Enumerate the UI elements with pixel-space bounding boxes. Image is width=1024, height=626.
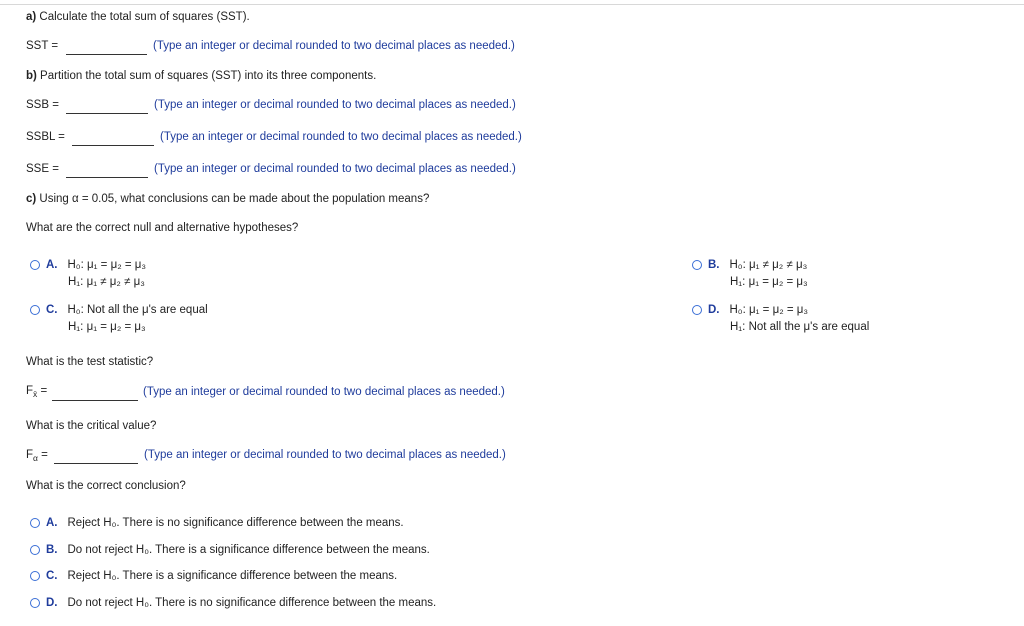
hypotheses-question: What are the correct null and alternative hypotheses? <box>26 222 299 234</box>
ssb-hint: (Type an integer or decimal rounded to two decimal places as needed.) <box>154 99 516 111</box>
critical-hint: (Type an integer or decimal rounded to two decimal places as needed.) <box>144 449 506 461</box>
option-letter: B. <box>46 544 58 556</box>
conclusion-option-c[interactable] <box>30 570 397 582</box>
critical-input[interactable] <box>54 449 138 464</box>
test-stat-question: What is the test statistic? <box>26 356 154 368</box>
test-stat-label <box>26 385 47 397</box>
option-letter: D. <box>708 304 720 316</box>
option-text: Reject H₀. There is a significance difference between the means. <box>67 570 398 582</box>
option-h1: H₁: Not all the μ's are equal <box>730 321 870 333</box>
option-h0: H₀: μ₁ ≠ μ₂ ≠ μ₃ <box>729 259 808 271</box>
critical-label <box>26 449 48 461</box>
conclusion-option-a[interactable] <box>30 517 404 529</box>
f-subscript: α <box>33 453 38 463</box>
part-c-heading <box>26 193 429 205</box>
ssb-label: SSB = <box>26 99 59 111</box>
radio-button[interactable] <box>692 305 702 315</box>
sse-hint: (Type an integer or decimal rounded to two decimal places as needed.) <box>154 163 516 175</box>
option-letter: A. <box>46 259 58 271</box>
sse-input[interactable] <box>66 163 148 178</box>
option-text: Do not reject H₀. There is a significance difference between the means. <box>67 544 430 556</box>
radio-button[interactable] <box>692 260 702 270</box>
option-letter: A. <box>46 517 58 529</box>
radio-button[interactable] <box>30 598 40 608</box>
option-letter: C. <box>46 304 58 316</box>
radio-button[interactable] <box>30 518 40 528</box>
option-letter: B. <box>708 259 720 271</box>
option-h1: H₁: μ₁ = μ₂ = μ₃ <box>68 321 146 333</box>
conclusion-option-b[interactable] <box>30 544 430 556</box>
test-stat-input[interactable] <box>52 386 138 401</box>
top-divider <box>0 4 1024 5</box>
sst-input[interactable] <box>66 40 147 55</box>
ssb-input[interactable] <box>66 99 148 114</box>
radio-button[interactable] <box>30 571 40 581</box>
critical-question: What is the critical value? <box>26 420 157 432</box>
part-b-letter: b) <box>26 70 37 82</box>
option-h0: H₀: μ₁ = μ₂ = μ₃ <box>729 304 809 316</box>
part-c-text: Using α = 0.05, what conclusions can be made about the population means? <box>36 193 430 205</box>
option-h1: H₁: μ₁ ≠ μ₂ ≠ μ₃ <box>68 276 145 288</box>
part-a-text: Calculate the total sum of squares (SST). <box>36 11 250 23</box>
hyp-option-c[interactable] <box>30 304 208 333</box>
part-c-letter: c) <box>26 193 37 205</box>
sse-label: SSE = <box>26 163 59 175</box>
ssbl-label: SSBL = <box>26 131 65 143</box>
equals-sign: = <box>37 449 48 461</box>
part-b-text: Partition the total sum of squares (SST) into its three components. <box>36 70 377 82</box>
option-letter: C. <box>46 570 58 582</box>
sst-label: SST = <box>26 40 59 52</box>
option-h0: H₀: Not all the μ's are equal <box>67 304 208 316</box>
ssbl-input[interactable] <box>72 131 154 146</box>
option-text: Reject H₀. There is no significance difference between the means. <box>67 517 404 529</box>
part-a-heading <box>26 11 250 23</box>
sst-hint: (Type an integer or decimal rounded to two decimal places as needed.) <box>153 40 515 52</box>
test-stat-hint: (Type an integer or decimal rounded to two decimal places as needed.) <box>143 386 505 398</box>
option-h1: H₁: μ₁ = μ₂ = μ₃ <box>730 276 808 288</box>
f-subscript: x̄ <box>33 389 38 399</box>
option-text: Do not reject H₀. There is no significance difference between the means. <box>67 597 437 609</box>
hyp-option-d[interactable] <box>692 304 869 333</box>
option-h0: H₀: μ₁ = μ₂ = μ₃ <box>67 259 147 271</box>
f-symbol: F <box>26 385 34 397</box>
hyp-option-a[interactable] <box>30 259 146 288</box>
radio-button[interactable] <box>30 305 40 315</box>
sst-row <box>26 40 58 52</box>
ssbl-hint: (Type an integer or decimal rounded to two decimal places as needed.) <box>160 131 522 143</box>
radio-button[interactable] <box>30 545 40 555</box>
f-symbol: F <box>26 449 34 461</box>
part-a-letter: a) <box>26 11 37 23</box>
option-letter: D. <box>46 597 58 609</box>
part-b-heading <box>26 70 376 82</box>
hyp-option-b[interactable] <box>692 259 808 288</box>
conclusion-option-d[interactable] <box>30 597 436 609</box>
conclusion-question: What is the correct conclusion? <box>26 480 186 492</box>
equals-sign: = <box>37 385 48 397</box>
radio-button[interactable] <box>30 260 40 270</box>
